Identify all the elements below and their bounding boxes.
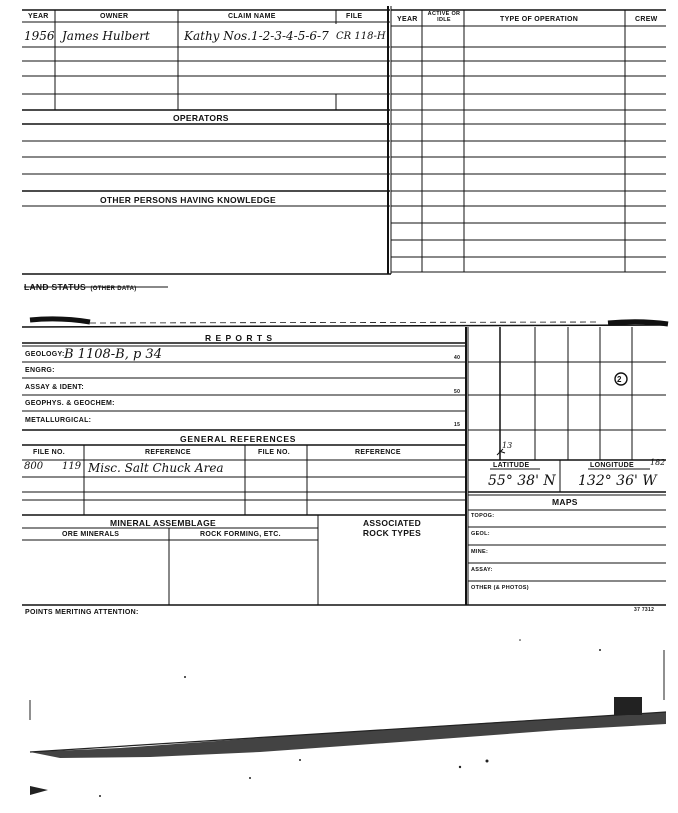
maps-mine: MINE: (471, 549, 489, 555)
file-header: FILE (346, 13, 363, 20)
maps-topog: TOPOG: (471, 513, 495, 519)
maps-other: OTHER (& PHOTOS) (471, 585, 529, 591)
land-status-label (24, 277, 137, 295)
geology-value: B 1108-B, p 34 (64, 347, 162, 362)
grid-note: 13 (502, 441, 513, 450)
longitude-label: LONGITUDE (590, 462, 634, 469)
entry-claim: Kathy Nos.1-2-3-4-5-6-7 (184, 29, 329, 43)
ref-entry-reference: Misc. Salt Chuck Area (88, 461, 224, 475)
assay-num: 50 (454, 389, 461, 395)
form-code: 37 7312 (634, 607, 655, 613)
grid-mark: 2 (617, 375, 622, 384)
other-persons-title: OTHER PERSONS HAVING KNOWLEDGE (100, 195, 277, 205)
engrg-label: ENGRG: (25, 367, 55, 374)
geophys-label: GEOPHYS. & GEOCHEM: (25, 400, 115, 407)
entry-owner: James Hulbert (62, 29, 150, 43)
ref-file-no-header: FILE NO. (33, 449, 65, 456)
ref-entry-file: 800 (24, 461, 44, 472)
active-idle-header: ACTIVE OR IDLE (427, 11, 461, 23)
claim-name-header: CLAIM NAME (228, 13, 276, 20)
year-header: YEAR (28, 13, 49, 20)
geology-label: GEOLOGY: (25, 351, 65, 358)
rock-forming-header: ROCK FORMING, ETC. (200, 531, 281, 538)
ref-reference-header: REFERENCE (145, 449, 191, 456)
maps-geol: GEOL: (471, 531, 490, 537)
entry-year: 1956 (24, 29, 55, 43)
land-status-text: LAND STATUS (24, 282, 87, 292)
ref-entry-num: 119 (62, 461, 82, 472)
year-header-right: YEAR (397, 16, 418, 23)
maps-assay: ASSAY: (471, 567, 493, 573)
metallurgical-num: 15 (454, 422, 461, 428)
associated-rock-types-header: ASSOCIATED ROCK TYPES (362, 518, 422, 538)
crew-header: CREW (635, 16, 658, 23)
owner-header: OWNER (100, 13, 129, 20)
land-status-sub: (OTHER DATA) (90, 286, 137, 292)
longitude-value: 132° 36' W (578, 473, 657, 489)
metallurgical-label: METALLURGICAL: (25, 417, 92, 424)
points-meriting-attention-label: POINTS MERITING ATTENTION: (25, 609, 139, 616)
general-refs-title: GENERAL REFERENCES (180, 434, 297, 444)
ref-reference-header-2: REFERENCE (355, 449, 401, 456)
latitude-value: 55° 38' N (488, 473, 556, 489)
ref-file-no-header-2: FILE NO. (258, 449, 290, 456)
assay-ident-label: ASSAY & IDENT: (25, 384, 85, 391)
ore-minerals-header: ORE MINERALS (62, 531, 120, 538)
geology-num: 40 (454, 355, 461, 361)
reports-title: R E P O R T S (205, 333, 274, 343)
latitude-label: LATITUDE (493, 462, 530, 469)
type-of-operation-header: TYPE OF OPERATION (500, 16, 579, 23)
operators-title: OPERATORS (173, 113, 229, 123)
maps-title: MAPS (552, 497, 578, 507)
longitude-note: 182 (650, 458, 666, 467)
mineral-assemblage-title: MINERAL ASSEMBLAGE (110, 518, 216, 528)
entry-file: CR 118-H (336, 31, 386, 42)
